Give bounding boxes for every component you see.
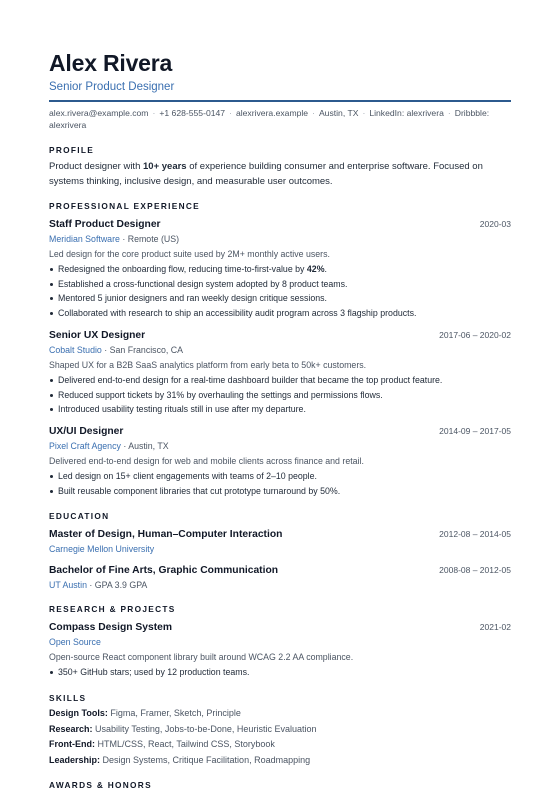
contact-email[interactable]: alex.rivera@example.com	[49, 108, 149, 118]
skill-values: Usability Testing, Jobs-to-be-Done, Heuristic Evaluation	[92, 723, 317, 734]
skill-values: HTML/CSS, React, Tailwind CSS, Storybook	[94, 739, 275, 750]
project-bullets	[49, 665, 511, 680]
candidate-role: Senior Product Designer	[49, 81, 175, 93]
job-company-line	[49, 344, 511, 356]
bullet-item: Reduced support tickets by 31% by overhauling the settings and permissions flows.	[49, 388, 511, 403]
candidate-name: Alex Rivera	[49, 50, 173, 76]
awards-section	[49, 780, 511, 790]
bullet-item: Introduced usability testing rituals still in use after my departure.	[49, 402, 511, 417]
education-entry	[49, 565, 511, 591]
school-extra: · GPA 3.9 GPA	[86, 580, 148, 591]
job-description: Led design for the core product suite used by 2M+ monthly active users.	[49, 249, 330, 259]
skills-list	[49, 706, 511, 768]
bullet-item	[49, 262, 511, 277]
bullet-item: Led design on 15+ client engagements with teams of 2–10 people.	[49, 469, 511, 484]
job-description: Shaped UX for a B2B SaaS analytics platform from early beta to 50k+ customers.	[49, 359, 367, 370]
contact-separator: ·	[447, 108, 451, 118]
bullet-item: Established a cross-functional design system adopted by 8 product teams.	[49, 277, 511, 292]
skill-row	[49, 706, 511, 722]
skill-label: Front-End:	[49, 739, 95, 750]
projects-section	[49, 604, 511, 680]
project-org-line	[49, 636, 511, 648]
bullet-item: Built reusable component libraries that cut prototype turnaround by 50%.	[49, 484, 511, 499]
job-description: Delivered end-to-end design for web and mobile clients across finance and retail.	[49, 455, 364, 466]
skill-values: Design Systems, Critique Facilitation, Roadmapping	[100, 754, 311, 765]
profile-section	[49, 145, 511, 189]
bullet-item: Mentored 5 junior designers and ran weekly design critique sessions.	[49, 291, 511, 306]
job-date: 2017-06 – 2020-02	[439, 329, 511, 340]
contact-phone[interactable]: +1 628-555-0147	[159, 108, 226, 118]
school-line	[49, 579, 511, 591]
project-date: 2021-02	[479, 622, 511, 633]
job-company: Meridian Software	[49, 234, 120, 244]
degree-title: Master of Design, Human–Computer Interaction	[49, 529, 283, 541]
degree-title: Bachelor of Fine Arts, Graphic Communication	[49, 565, 279, 577]
section-title-experience: PROFESSIONAL EXPERIENCE	[49, 201, 200, 211]
job-company-line	[49, 440, 511, 452]
contact-line	[49, 107, 511, 131]
school-name: Carnegie Mellon University	[49, 544, 155, 555]
skill-label: Research:	[49, 723, 93, 734]
contact-separator: ·	[312, 108, 315, 118]
experience-section	[49, 201, 511, 498]
contact-separator: ·	[152, 108, 156, 118]
section-title-awards: AWARDS & HONORS	[49, 780, 152, 791]
section-title-projects: RESEARCH & PROJECTS	[49, 604, 176, 615]
profile-highlight: 10+ years	[143, 161, 187, 172]
skill-label: Leadership:	[49, 754, 101, 765]
job-title: Senior UX Designer	[49, 329, 146, 341]
education-section	[49, 511, 511, 591]
bullet-item: 350+ GitHub stars; used by 12 production teams.	[49, 665, 511, 680]
job-company: Pixel Craft Agency	[49, 440, 121, 451]
contact-website[interactable]: alexrivera.example	[235, 108, 309, 118]
job-bullets	[49, 469, 511, 498]
section-title-education: EDUCATION	[49, 511, 110, 522]
bullet-item: Delivered end-to-end design for a real-time dashboard builder that became the top product feature.	[49, 373, 511, 388]
header-divider	[49, 100, 511, 102]
job-title: Staff Product Designer	[49, 219, 161, 230]
job-date: 2020-03	[479, 219, 511, 229]
contact-location: Austin, TX	[318, 108, 359, 118]
job-title: UX/UI Designer	[49, 425, 124, 437]
skill-label: Design Tools:	[49, 708, 108, 719]
job-bullets	[49, 262, 511, 321]
profile-text: Product designer with	[49, 161, 143, 172]
job-location: · Remote (US)	[119, 234, 180, 244]
contact-dribbble[interactable]: Dribbble: alexrivera	[49, 108, 490, 130]
section-title-skills: SKILLS	[49, 693, 87, 704]
skill-row	[49, 722, 511, 738]
bullet-text: Redesigned the onboarding flow, reducing time-to-first-value by	[58, 264, 307, 274]
project-description: Open-source React component library built around WCAG 2.2 AA compliance.	[49, 652, 354, 663]
job-company: Cobalt Studio	[49, 344, 102, 355]
skills-section	[49, 693, 511, 768]
project-org: Open Source	[49, 637, 101, 648]
header	[49, 50, 511, 131]
job-entry	[49, 219, 511, 321]
contact-linkedin[interactable]: LinkedIn: alexrivera	[369, 108, 444, 118]
bullet-highlight: 42%	[306, 264, 325, 274]
education-date: 2008-08 – 2012-05	[439, 565, 511, 576]
job-bullets	[49, 373, 511, 417]
profile-summary	[49, 159, 511, 189]
job-company-line	[49, 233, 511, 245]
contact-separator: ·	[362, 108, 366, 118]
project-entry	[49, 622, 511, 680]
project-title: Compass Design System	[49, 622, 173, 634]
section-title-profile: PROFILE	[49, 145, 95, 155]
job-location: · San Francisco, CA	[101, 344, 183, 355]
contact-separator: ·	[229, 108, 232, 118]
education-date: 2012-08 – 2014-05	[439, 529, 511, 540]
job-entry	[49, 426, 511, 498]
skill-values: Figma, Framer, Sketch, Principle	[107, 708, 241, 719]
job-date: 2014-09 – 2017-05	[439, 425, 511, 436]
school-name: UT Austin	[49, 580, 87, 591]
skill-row	[49, 737, 511, 753]
education-entry	[49, 529, 511, 555]
school-line	[49, 543, 511, 555]
bullet-item: Collaborated with research to ship an accessibility audit program across 3 flagship products.	[49, 306, 511, 321]
skill-row	[49, 753, 511, 769]
profile-text: of experience building consumer and enterprise software. Focused on systems thinking, inclusive design, and measurable user outcomes.	[49, 161, 483, 187]
bullet-text: .	[324, 264, 327, 274]
job-location: · Austin, TX	[120, 440, 169, 451]
job-entry	[49, 330, 511, 417]
